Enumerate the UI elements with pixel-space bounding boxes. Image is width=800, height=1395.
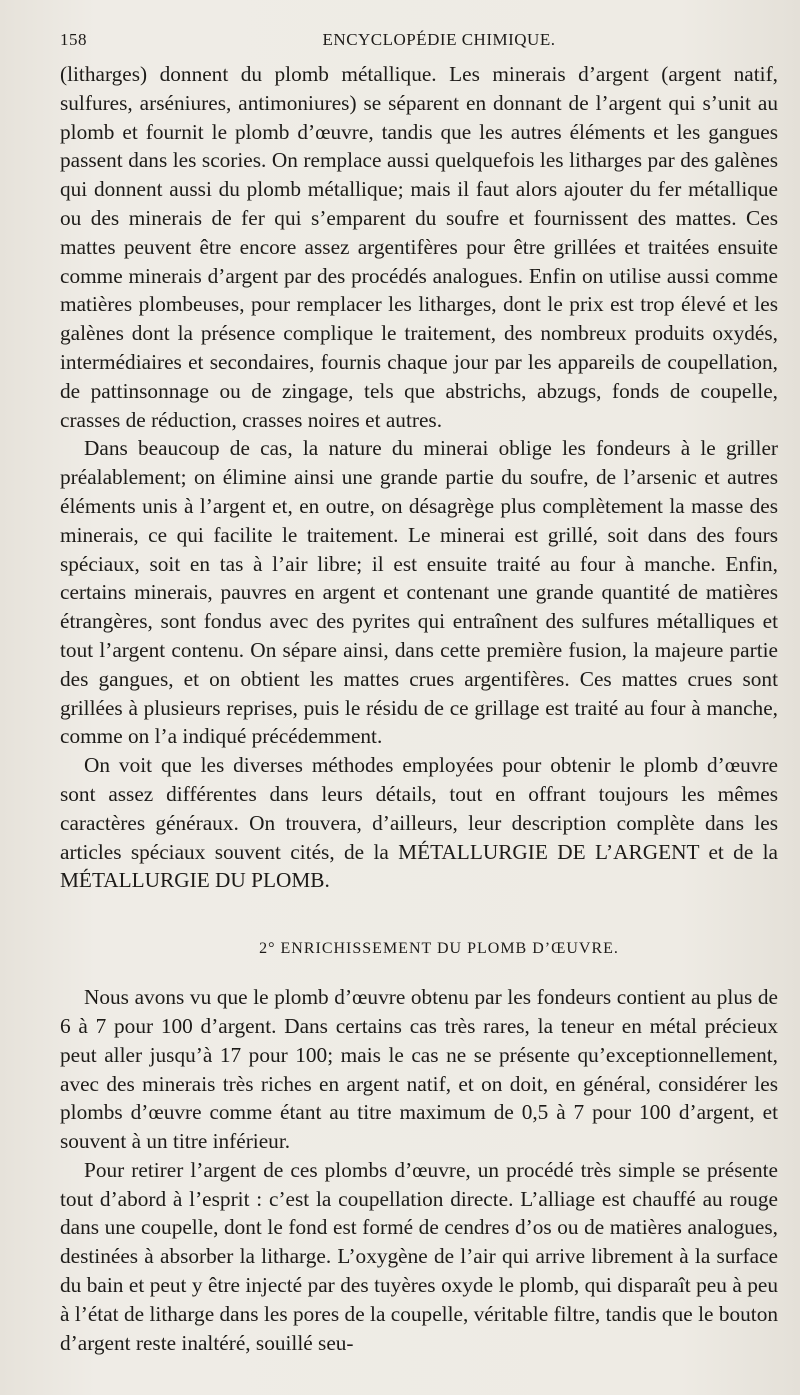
paragraph-two: Dans beaucoup de cas, la nature du minerai oblige les fondeurs à le griller préalablement; on élimine ainsi une grande partie du soufre, de l’arsenic et autres éléments unis à l’argent et, en outre, on désagrège plus complètement la masse des minerais, ce qui facilite le traitement. Le minerai est grillé, soit dans des fours spéciaux, soit en tas à l’air libre; il est ensuite traité au four à manche. Enfin, certains minerais, pauvres en argent et contenant une grande quantité de matières étrangères, sont fondus avec des pyrites qui entraînent des sulfures métalliques et tout l’argent contenu. On sépare ainsi, dans cette première fusion, la majeure partie des gangues, et on obtient les mattes crues argentifères. Ces mattes crues sont grillées à plusieurs reprises, puis le résidu de ce grillage est traité au four à manche, comme on l’a indiqué précédemment. [60, 436, 778, 749]
paragraph-four: Nous avons vu que le plomb d’œuvre obtenu par les fondeurs contient au plus de 6 à 7 pour 100 d’argent. Dans certains cas très rares, la teneur en métal précieux peut aller jusqu’à 17 pour 100; mais le cas ne se présente qu’exceptionnellement, avec des minerais très riches en argent natif, et on doit, en général, considérer les plombs d’œuvre comme étant au titre maximum de 0,5 à 7 pour 100 d’argent, et souvent à un titre inférieur. [60, 985, 778, 1154]
running-header [60, 30, 778, 60]
paragraph-three: On voit que les diverses méthodes employées pour obtenir le plomb d’œuvre sont assez différentes dans leurs détails, tout en offrant toujours les mêmes caractères généraux. On trouvera, d’ailleurs, leur description complète dans les articles spéciaux souvent cités, de la MÉTALLURGIE DE L’ARGENT et de la MÉTALLURGIE DU PLOMB. [60, 753, 778, 893]
header-title: ENCYCLOPÉDIE CHIMIQUE. [322, 30, 556, 49]
paragraph-one: (litharges) donnent du plomb métallique. Les minerais d’argent (argent natif, sulfures, arséniures, antimoniures) se séparent en donnant de l’argent qui s’unit au plomb et fournit le plomb d’œuvre, tandis que les autres éléments et les gangues passent dans les scories. On remplace aussi quelquefois les litharges par des galènes qui donnent aussi du plomb métallique; mais il faut alors ajouter du fer métallique ou des minerais de fer qui s’emparent du soufre et fournissent des mattes. Ces mattes peuvent être encore assez argentifères pour être grillées et traitées ensuite comme minerais d’argent par des procédés analogues. Enfin on utilise aussi comme matières plombeuses, pour remplacer les litharges, dont le prix est trop élevé et les galènes dont la présence complique le traitement, des nombreux produits oxydés, intermédiaires et secondaires, fournis chaque jour par les appareils de coupellation, de pattinsonnage ou de zingage, tels que abstrichs, abzugs, fonds de coupelle, crasses de réduction, crasses noires et autres. [60, 62, 778, 432]
paragraph-five: Pour retirer l’argent de ces plombs d’œuvre, un procédé très simple se présente tout d’abord à l’esprit : c’est la coupellation directe. L’alliage est chauffé au rouge dans une coupelle, dont le fond est formé de cendres d’os ou de matières analogues, destinées à absorber la litharge. L’oxygène de l’air qui arrive librement à la surface du bain et peut y être injecté par des tuyères oxyde le plomb, qui disparaît peu à peu à l’état de litharge dans les pores de la coupelle, véritable filtre, tandis que le bouton d’argent reste inaltéré, souillé seu- [60, 1157, 778, 1355]
section-two [60, 983, 778, 1357]
section-heading: 2° ENRICHISSEMENT DU PLOMB D’ŒUVRE. [259, 940, 619, 958]
page-number: 158 [60, 30, 87, 49]
section-one [60, 60, 778, 895]
